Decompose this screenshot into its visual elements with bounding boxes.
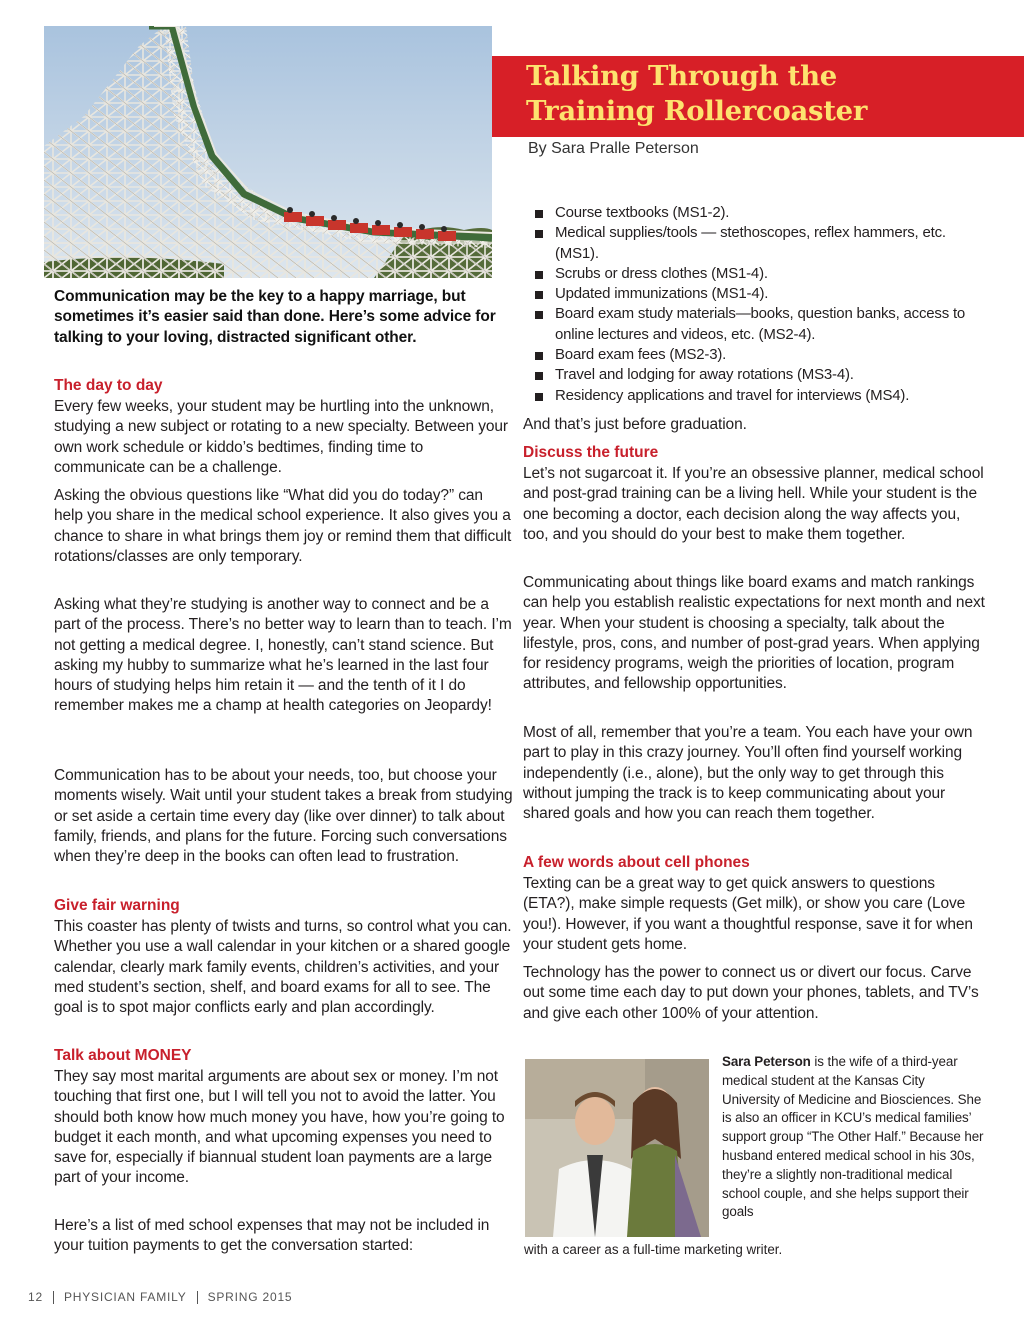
list-item-text: Updated immunizations (MS1-4). — [555, 285, 769, 303]
paragraph-after-list: And that’s just before graduation. — [523, 416, 747, 433]
list-item — [527, 365, 987, 385]
list-item-text: Scrubs or dress clothes (MS1-4). — [555, 264, 768, 282]
bullet-square — [535, 393, 543, 401]
footer-divider — [53, 1291, 54, 1304]
author-name: Sara Peterson — [722, 1054, 811, 1069]
heading-day-to-day: The day to day — [54, 377, 163, 394]
list-item-text: Travel and lodging for away rotations (MS3-4). — [555, 366, 854, 384]
heading-fair-warning: Give fair warning — [54, 897, 180, 914]
publication-name: PHYSICIAN FAMILY — [63, 1290, 187, 1304]
list-item — [527, 304, 987, 345]
bullet-square — [535, 372, 543, 380]
heading-future: Discuss the future — [523, 444, 659, 461]
expense-list — [527, 203, 987, 406]
article-title — [526, 59, 1006, 129]
paragraph-5: This coaster has plenty of twists and turns, so control what you can. Whether you use a wall calendar in your kitchen or a shared google calendar, clearly mark family events, children’s activities, and your med student’s section, shelf, and board exams for all to see. The goal is to spot major conflicts early and plan accordingly. — [54, 918, 512, 1017]
paragraph-12: Technology has the power to connect us or divert our focus. Carve out some time each day to put down your phones, tablets, and TV’s and give each other 100% of your attention. — [523, 964, 979, 1022]
list-item-text: Residency applications and travel for interviews (MS4). — [555, 386, 910, 404]
paragraph-3: Asking what they’re studying is another way to connect and be a part of the process. There’s no better way to learn than to teach. I’m not getting a medical degree. I, honestly, can’t stand science. But asking my hubby to summarize what he’s learned in the last four hours of studying helps him retain it — and the tenth of it I do remember makes me a champ at health categories on Jeopardy! — [54, 596, 512, 715]
bullet-square — [535, 230, 543, 238]
list-item — [527, 386, 987, 406]
list-item-text: Board exam study materials—books, question banks, access to online lectures and videos, etc. (MS2-4). — [555, 305, 966, 343]
bullet-square — [535, 291, 543, 299]
bullet-square — [535, 271, 543, 279]
intro-paragraph: Communication may be the key to a happy marriage, but sometimes it’s easier said than done. Here’s some advice for talking to your loving, distracted significant other. — [54, 288, 496, 346]
author-bio — [722, 1053, 984, 1222]
page-footer — [28, 1290, 292, 1304]
author-bio-tail: with a career as a full-time marketing writer. — [524, 1242, 783, 1257]
paragraph-2: Asking the obvious questions like “What did you do today?” can help you share in the medical school experience. It also gives you a chance to share in what brings them joy or remind them that difficult rotations/classes are only temporary. — [54, 487, 512, 565]
paragraph-1: Every few weeks, your student may be hurtling into the unknown, studying a new subject or rotating to a new specialty. Between your own work schedule or kiddo’s bedtimes, finding time to communicate can be a challenge. — [54, 398, 508, 476]
paragraph-10: Most of all, remember that you’re a team. You each have your own part to play in this crazy journey. You’ll often find yourself working independently (i.e., alone), but the only way to get through this without jumping the track is to keep communicating about your shared goals and how you can reach them together. — [523, 724, 973, 823]
list-item — [527, 284, 987, 304]
issue-date: SPRING 2015 — [207, 1290, 293, 1304]
list-item-text: Course textbooks (MS1-2). — [555, 204, 730, 221]
bullet-square — [535, 352, 543, 360]
hero-rollercoaster-photo — [44, 26, 492, 278]
paragraph-6: They say most marital arguments are about sex or money. I’m not touching that first one, but I will tell you not to avoid the latter. You should both know how much money you have, how you’re going to budget it each month, and what upcoming expenses you need to save for, especially if biannual student loan payments are a large part of your income. — [54, 1068, 505, 1187]
paragraph-8: Let’s not sugarcoat it. If you’re an obsessive planner, medical school and post-grad training can be a living hell. While your student is the one becoming a doctor, each decision along the way affects you, too, and you should do your best to make them together. — [523, 465, 984, 543]
paragraph-4: Communication has to be about your needs, too, but choose your moments wisely. Wait until your student takes a break from studying or set aside a certain time every day (like over dinner) to talk about family, friends, and plans for the future. Forcing such conversations when they’re deep in the books can often lead to frustration. — [54, 767, 513, 866]
title-line-2: Training Rollercoaster — [526, 95, 868, 127]
heading-cell-phones: A few words about cell phones — [523, 854, 750, 871]
bullet-square — [535, 210, 543, 218]
byline: By Sara Pralle Peterson — [528, 140, 699, 157]
list-item — [527, 203, 987, 223]
paragraph-9: Communicating about things like board exams and match rankings can help you establish realistic expectations for next month and next year. When your student is choosing a specialty, talk about the lifestyle, pros, cons, and number of post-grad years. When applying for residency programs, weigh the priorities of location, program attributes, and fellowship opportunities. — [523, 574, 985, 693]
author-bio-text: is the wife of a third-year medical student at the Kansas City University of Medicine and Biosciences. She is also an officer in KCU’s medical families’ support group “The Other Half.” Because her husband entered medical school in his 30s, they’re a slightly non-traditional medical school couple, and she helps support their goals — [722, 1054, 984, 1220]
bullet-square — [535, 311, 543, 319]
list-item-text: Medical supplies/tools — stethoscopes, reflex hammers, etc. (MS1). — [555, 224, 946, 262]
footer-divider — [197, 1291, 198, 1304]
heading-money: Talk about MONEY — [54, 1047, 192, 1064]
list-item-text: Board exam fees (MS2-3). — [555, 346, 727, 364]
list-item — [527, 223, 987, 264]
title-line-1: Talking Through the — [526, 60, 837, 92]
paragraph-7: Here’s a list of med school expenses that may not be included in your tuition payments to get the conversation started: — [54, 1217, 490, 1255]
page-number: 12 — [28, 1290, 43, 1304]
list-item — [527, 264, 987, 284]
paragraph-11: Texting can be a great way to get quick answers to questions (ETA?), make simple requests (Get milk), or show you care (Love you!). However, if you want a thoughtful response, save it for when your student gets home. — [523, 875, 973, 953]
list-item — [527, 345, 987, 365]
author-photo — [525, 1059, 709, 1237]
